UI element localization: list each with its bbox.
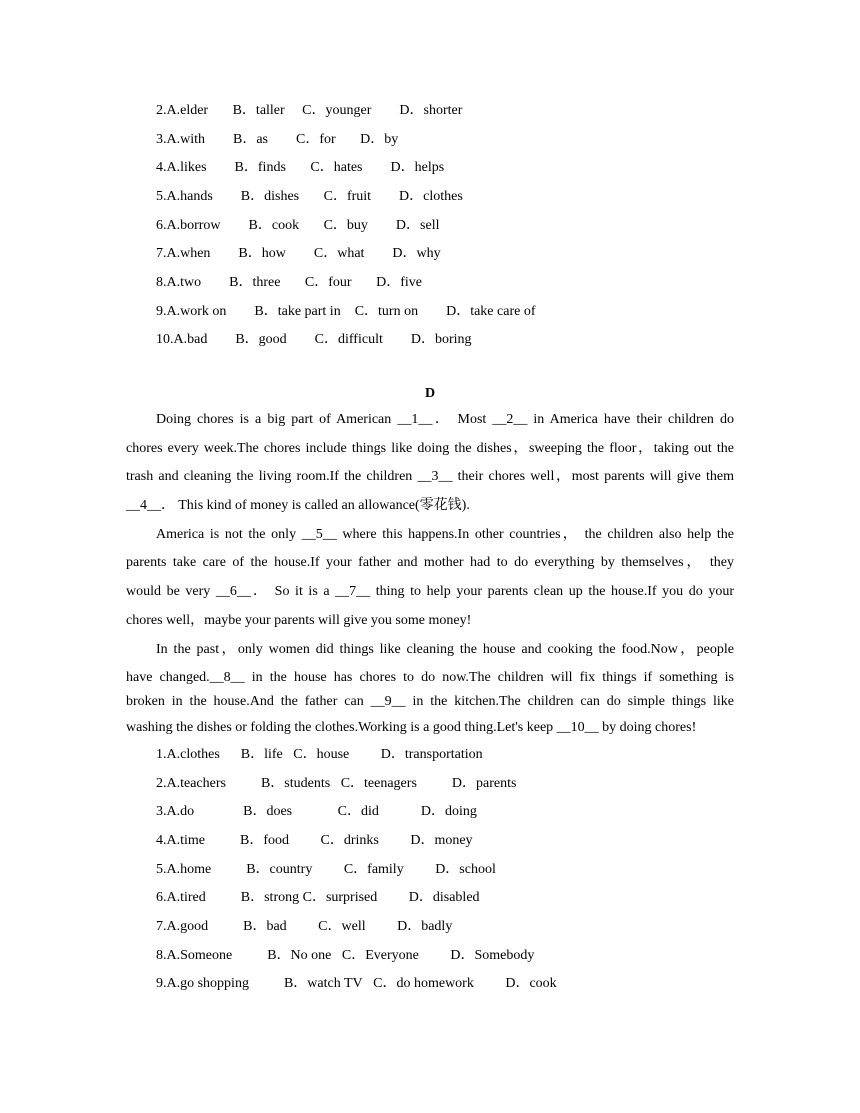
option-line: 2.A.teachers B．students C．teenagers D．parents [156,776,517,791]
passage-line: chores every week.The chores include things like doing the dishes，sweeping the floor，taking out the [126,441,734,456]
prev-option-line: 2.A.elder B．taller C．younger D．shorter [156,103,463,118]
passage-line: have changed.__8__ in the house has chores to do now.The children will fix things if something is [126,670,734,685]
passage-line: trash and cleaning the living room.If the children __3__ their chores well，most parents will give them [126,469,734,484]
option-line: 5.A.home B．country C．family D．school [156,862,496,877]
prev-option-line: 8.A.two B．three C．four D．five [156,275,422,290]
prev-option-line: 10.A.bad B．good C．difficult D．boring [156,332,472,347]
prev-option-line: 6.A.borrow B．cook C．buy D．sell [156,218,440,233]
option-line: 1.A.clothes B．life C．house D．transportation [156,747,483,762]
passage-line: washing the dishes or folding the clothes.Working is a good thing.Let's keep __10__ by doing chores! [126,720,697,735]
prev-option-line: 9.A.work on B．take part in C．turn on D．take care of [156,304,536,319]
passage-line: __4__． This kind of money is called an allowance(零花钱). [126,498,470,513]
passage-line: America is not the only __5__ where this happens.In other countries， the children also help the [156,527,734,542]
passage-line: In the past，only women did things like cleaning the house and cooking the food.Now，people [156,642,734,657]
passage-line: chores well，maybe your parents will give you some money! [126,613,472,628]
prev-option-line: 3.A.with B．as C．for D．by [156,132,399,147]
passage-line: parents take care of the house.If your father and mother had to do everything by themselves， they [126,555,734,570]
option-line: 7.A.good B．bad C．well D．badly [156,919,453,934]
option-line: 3.A.do B．does C．did D．doing [156,804,477,819]
option-line: 9.A.go shopping B．watch TV C．do homework D．cook [156,976,557,991]
prev-option-line: 4.A.likes B．finds C．hates D．helps [156,160,445,175]
section-title: D [424,386,436,401]
passage-line: would be very __6__． So it is a __7__ thing to help your parents clean up the house.If you do your [126,584,734,599]
prev-option-line: 7.A.when B．how C．what D．why [156,246,441,261]
option-line: 8.A.Someone B．No one C．Everyone D．Somebody [156,948,535,963]
prev-option-line: 5.A.hands B．dishes C．fruit D．clothes [156,189,463,204]
option-line: 6.A.tired B．strong C．surprised D．disabled [156,890,480,905]
option-line: 4.A.time B．food C．drinks D．money [156,833,473,848]
passage-line: Doing chores is a big part of American __1__． Most __2__ in America have their children do [156,412,734,427]
passage-line: broken in the house.And the father can __9__ in the kitchen.The children can do simple things like [126,694,734,709]
